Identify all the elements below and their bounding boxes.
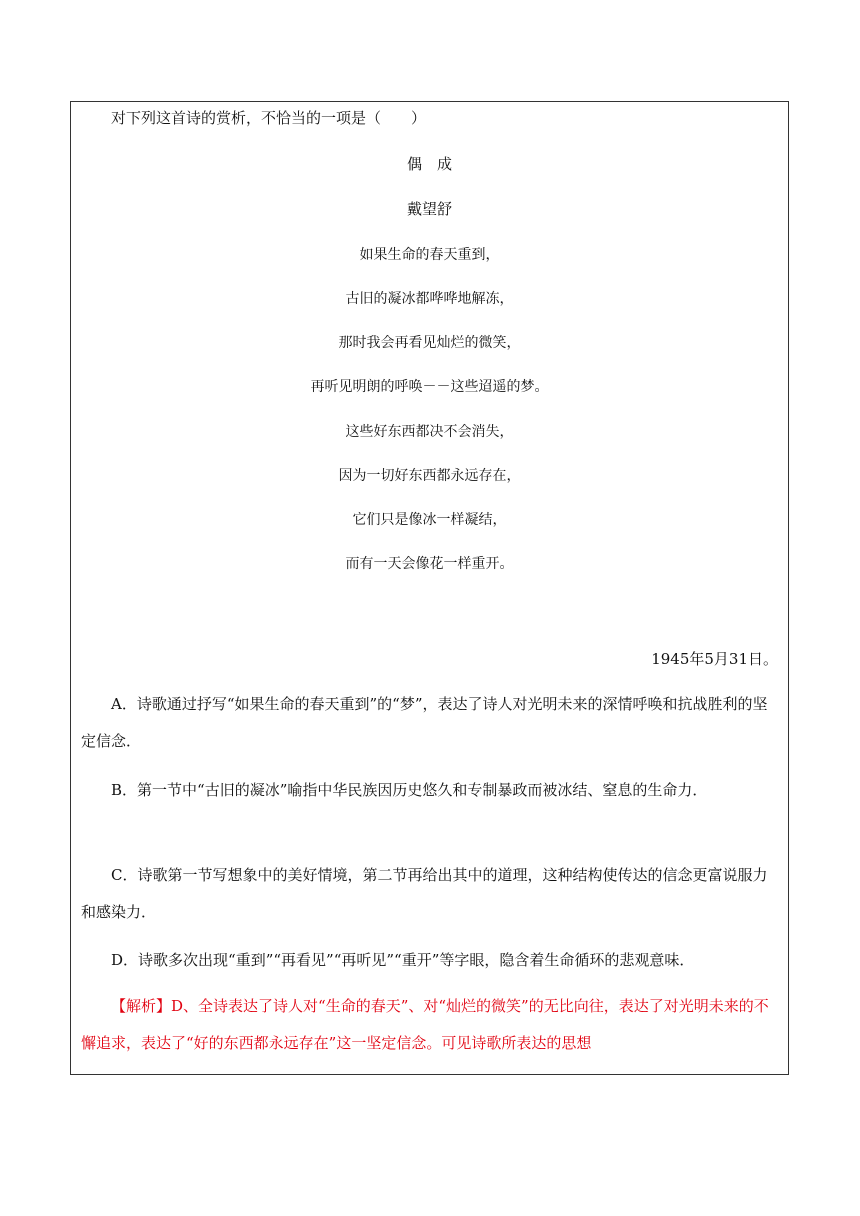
poem-author: 戴望舒 xyxy=(406,200,452,218)
analysis-text: D、全诗表达了诗人对“生命的春天”、对“灿烂的微笑”的无比向往，表达了对光明未来的不懈追求，表达了“好的东西都永远存在”这一坚定信念。可见诗歌所表达的思想 xyxy=(81,997,769,1052)
poem-title: 偶 成 xyxy=(406,155,452,173)
question-frame xyxy=(70,101,789,1075)
option-d: D．诗歌多次出现“重到”“再看见”“再听见”“重开”等字眼，隐含着生命循环的悲观意味． xyxy=(111,951,695,969)
analysis-label: 【解析】 xyxy=(111,997,172,1015)
option-c: C．诗歌第一节写想象中的美好情境，第二节再给出其中的道理，这种结构使传达的信念更富说服力和感染力． xyxy=(81,866,768,921)
poem-line: 这些好东西都决不会消失， xyxy=(345,424,514,440)
poem-line: 那时我会再看见灿烂的微笑， xyxy=(338,335,521,351)
poem-line: 它们只是像冰一样凝结， xyxy=(352,512,507,528)
question-stem: 对下列这首诗的赏析，不恰当的一项是（ ） xyxy=(111,109,427,127)
poem-date: 1945年5月31日。 xyxy=(651,650,778,668)
poem-line: 古旧的凝冰都哗哗地解冻， xyxy=(345,291,514,307)
poem-line: 因为一切好东西都永远存在， xyxy=(338,468,521,484)
option-b: B．第一节中“古旧的凝冰”喻指中华民族因历史悠久和专制暴政而被冰结、窒息的生命力． xyxy=(111,781,708,799)
poem-line: 而有一天会像花一样重开。 xyxy=(345,556,514,572)
poem-line: 再听见明朗的呼唤－－这些迢遥的梦。 xyxy=(310,379,549,395)
option-a: A．诗歌通过抒写“如果生命的春天重到”的“梦”，表达了诗人对光明未来的深情呼唤和抗战胜利的坚定信念． xyxy=(81,695,768,750)
analysis-block xyxy=(81,988,780,1062)
poem-line: 如果生命的春天重到， xyxy=(359,247,500,263)
